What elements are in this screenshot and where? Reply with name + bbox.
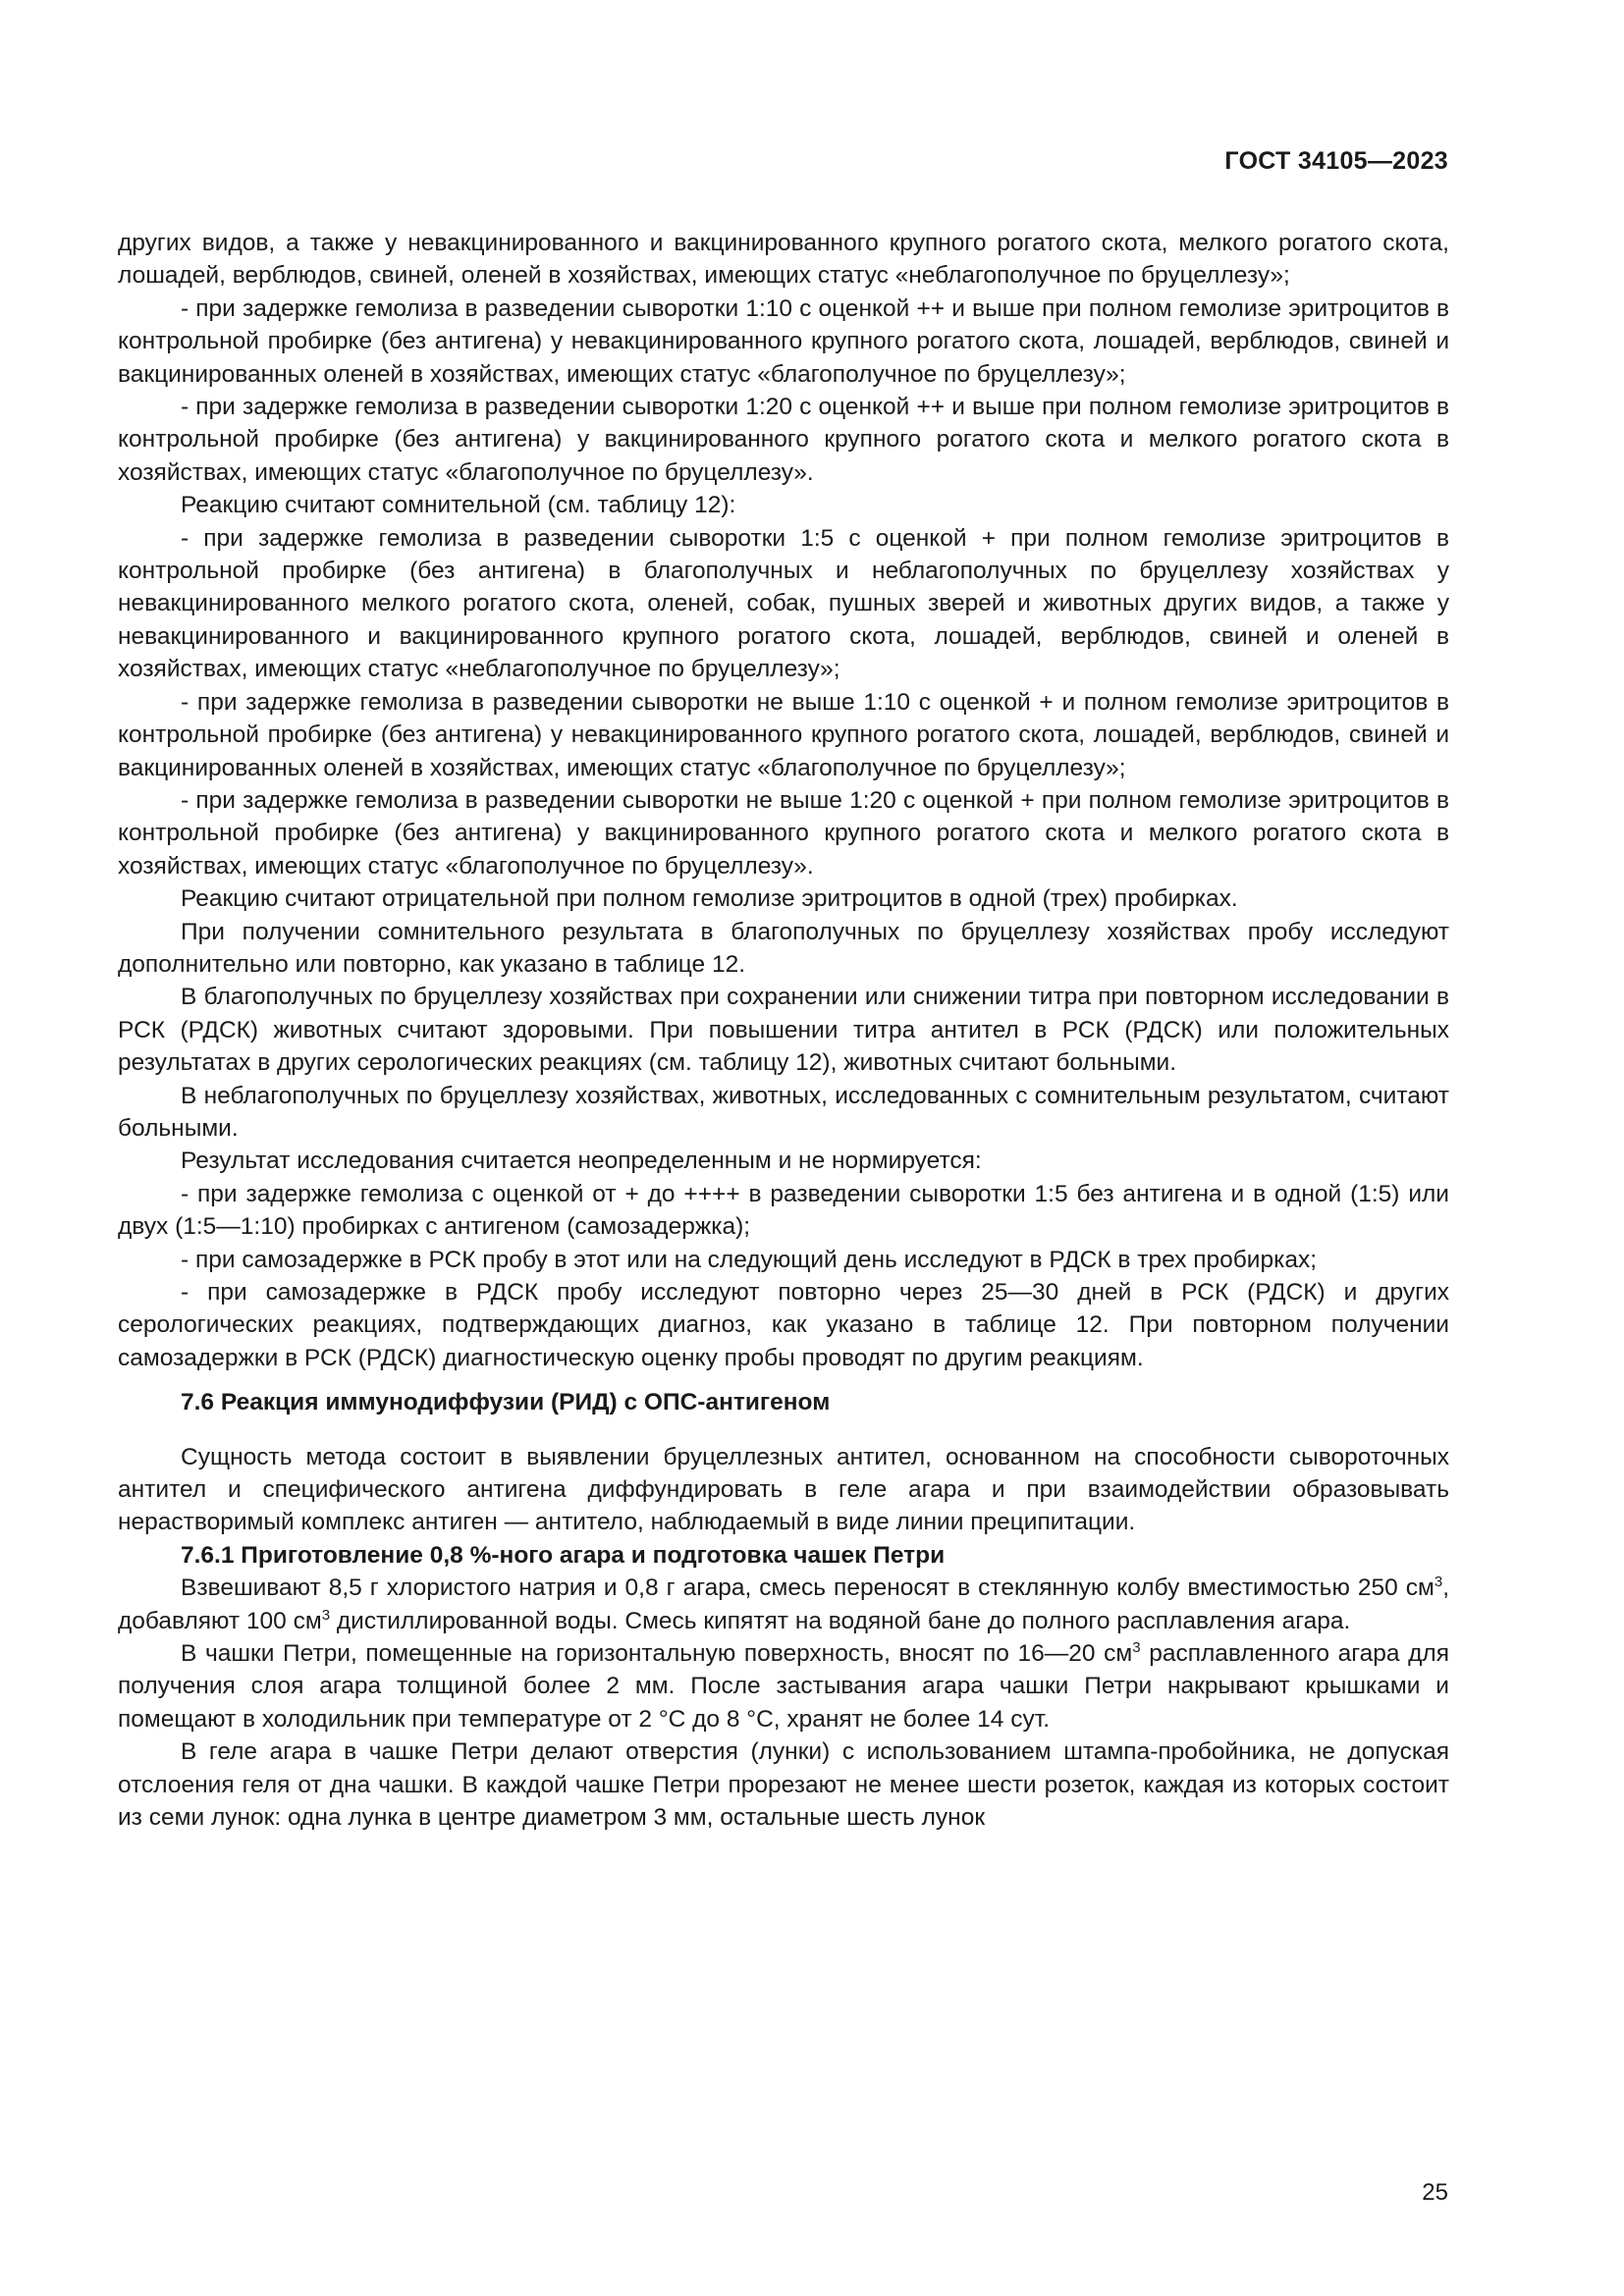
text-span: В чашки Петри, помещенные на горизонтальную поверхность, вносят по 16—20 см (181, 1640, 1133, 1668)
superscript: 3 (1434, 1574, 1443, 1591)
superscript: 3 (321, 1606, 331, 1624)
paragraph-continuation: других видов, а также у невакцинированного и вакцинированного крупного рогатого скота, мелкого рогатого скота, лошадей, верблюдов, свиней, оленей в хозяйствах, имеющих статус «неблагополучное по бруцеллезу»; (118, 230, 1449, 290)
text-span: , добавляют 100 см (118, 1575, 1449, 1634)
list-item: - при задержке гемолиза в разведении сыворотки 1:10 с оценкой ++ и выше при полном гемолизе эритроцитов в контрольной пробирке (без антигена) у невакцинированного крупного рогатого скота, лошадей, верблюдов, свиней и вакцинированных оленей в хозяйствах, имеющих статус «благополучное по бруцеллезу»; (118, 294, 1449, 388)
paragraph: Сущность метода состоит в выявлении бруцеллезных антител, основанном на способности сывороточных антител и специфического антигена диффундировать в геле агара и при взаимодействии образовывать нерастворимый комплекс антиген — антитело, наблюдаемый в виде линии преципитации. (118, 1443, 1449, 1536)
paragraph: Реакцию считают отрицательной при полном гемолизе эритроцитов в одной (трех) пробирках. (181, 885, 1238, 913)
text-span: Взвешивают 8,5 г хлористого натрия и 0,8 г агара, смесь переносят в стеклянную колбу вместимостью 250 см (181, 1575, 1435, 1602)
list-item: - при задержке гемолиза в разведении сыворотки 1:20 с оценкой ++ и выше при полном гемолизе эритроцитов в контрольной пробирке (без антигена) у вакцинированного крупного рогатого скота и мелкого рогатого скота в хозяйствах, имеющих статус «благополучное по бруцеллезу». (118, 394, 1449, 486)
superscript: 3 (1132, 1639, 1141, 1657)
document-body (118, 227, 1449, 1835)
subsection-heading-7-6-1: 7.6.1 Приготовление 0,8 %-ного агара и подготовка чашек Петри (181, 1541, 946, 1569)
paragraph-petri-dishes (118, 1637, 1449, 1735)
list-item: - при задержке гемолиза в разведении сыворотки не выше 1:10 с оценкой + и полном гемолизе эритроцитов в контрольной пробирке (без антигена) у невакцинированного крупного рогатого скота, лошадей, верблюдов, свиней и вакцинированных оленей в хозяйствах, имеющих статус «благополучное по бруцеллезу»; (118, 688, 1449, 781)
list-item: - при самозадержке в РДСК пробу исследуют повторно через 25—30 дней в РСК (РДСК) и других серологических реакциях, подтверждающих диагноз, как указано в таблице 12. При повторном получении самозадержки в РСК (РДСК) диагностическую оценку пробы проводят по другим реакциям. (118, 1279, 1449, 1371)
paragraph-agar-preparation (118, 1572, 1449, 1637)
list-item: - при задержке гемолиза в разведении сыворотки 1:5 с оценкой + при полном гемолизе эритроцитов в контрольной пробирке (без антигена) в благополучных и неблагополучных по бруцеллезу хозяйствах у невакцинированного мелкого рогатого скота, оленей, собак, пушных зверей и животных других видов, а также у невакцинированного и вакцинированного крупного рогатого скота, лошадей, верблюдов, свиней и оленей в хозяйствах, имеющих статус «неблагополучное по бруцеллезу»; (118, 524, 1449, 683)
page-number: 25 (1422, 2179, 1448, 2206)
paragraph: Результат исследования считается неопределенным и не нормируется: (181, 1148, 982, 1175)
text-span: дистиллированной воды. Смесь кипятят на водяной бане до полного расплавления агара. (330, 1607, 1351, 1634)
paragraph: При получении сомнительного результата в благополучных по бруцеллезу хозяйствах пробу исследуют дополнительно или повторно, как указано в таблице 12. (118, 918, 1449, 978)
section-heading-7-6: 7.6 Реакция иммунодиффузии (РИД) с ОПС-антигеном (181, 1389, 831, 1416)
document-standard-header: ГОСТ 34105—2023 (1224, 147, 1448, 175)
paragraph: Реакцию считают сомнительной (см. таблицу 12): (181, 492, 736, 519)
paragraph: В благополучных по бруцеллезу хозяйствах при сохранении или снижении титра при повторном исследовании в РСК (РДСК) животных считают здоровыми. При повышении титра антител в РСК (РДСК) или положительных результатах в других серологических реакциях (см. таблицу 12), животных считают больными. (118, 984, 1449, 1077)
list-item: - при задержке гемолиза в разведении сыворотки не выше 1:20 с оценкой + при полном гемолизе эритроцитов в контрольной пробирке (без антигена) у вакцинированного крупного рогатого скота и мелкого рогатого скота в хозяйствах, имеющих статус «благополучное по бруцеллезу». (118, 786, 1449, 880)
paragraph: В неблагополучных по бруцеллезу хозяйствах, животных, исследованных с сомнительным результатом, считают больными. (118, 1082, 1449, 1142)
paragraph: В геле агара в чашке Петри делают отверстия (лунки) с использованием штампа-пробойника, не допуская отслоения геля от дна чашки. В каждой чашке Петри прорезают не менее шести розеток, каждая из которых состоит из семи лунок: одна лунка в центре диаметром 3 мм, остальные шесть лунок (118, 1738, 1449, 1832)
text-span: расплавленного агара для получения слоя агара толщиной более 2 мм. После застывания агара чашки Петри накрывают крышками и помещают в холодильник при температуре от 2 °С до 8 °С, хранят не более 14 сут. (118, 1640, 1449, 1733)
list-item: - при самозадержке в РСК пробу в этот или на следующий день исследуют в РДСК в трех пробирках; (181, 1246, 1318, 1273)
list-item: - при задержке гемолиза с оценкой от + до ++++ в разведении сыворотки 1:5 без антигена и в одной (1:5) или двух (1:5—1:10) пробирках с антигеном (самозадержка); (118, 1180, 1449, 1241)
